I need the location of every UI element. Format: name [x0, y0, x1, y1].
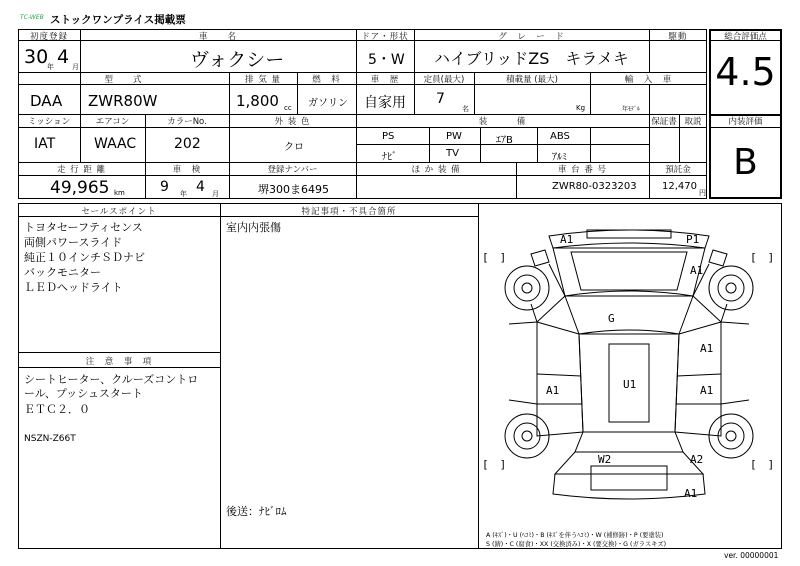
inspection-month-unit: 月: [212, 190, 219, 198]
label-capacity: 定員(最大): [423, 75, 465, 85]
price-unit: 円: [699, 189, 706, 197]
label-inspection: 車 検: [172, 165, 202, 175]
label-door-shape: ドア・形状: [361, 32, 409, 42]
caution-line-3: ＥＴＣ２．０: [24, 403, 90, 416]
exterior-color: クロ: [284, 142, 304, 153]
bracket-front-right: [ ]: [750, 251, 775, 264]
bracket-front-left: [ ]: [482, 251, 507, 264]
plate-number: 堺300ま6495: [258, 183, 329, 196]
caution-line-1: シートヒーター、クルーズコントロ: [24, 373, 199, 386]
history: 自家用: [364, 95, 406, 111]
sales-point-1: トヨタセーフティセンス: [24, 221, 143, 234]
label-aircon: エアコン: [95, 117, 130, 127]
label-manual: 取説: [684, 117, 702, 127]
page-title: ストックワンプライス掲載票: [50, 14, 186, 26]
label-notes: 特記事項・不具合箇所: [301, 207, 397, 217]
label-overall-score: 総合評価点: [724, 32, 767, 42]
import-note: 年ﾓﾃﾞﾙ: [622, 106, 641, 113]
label-mileage: 走 行 距 離: [56, 165, 107, 175]
displacement-unit: cc: [284, 104, 292, 112]
logo: TC-WEB: [20, 14, 44, 21]
label-displacement: 排 気 量: [245, 75, 281, 85]
label-mission: ミッション: [27, 117, 71, 127]
label-fuel: 燃 料: [312, 75, 341, 85]
equip-navi: ﾅﾋﾞ: [382, 152, 397, 163]
label-car-name: 車 名: [198, 32, 237, 42]
chassis-number: ZWR80-0323203: [552, 181, 637, 192]
fuel: ガソリン: [308, 98, 348, 109]
first-reg-month: 4: [57, 46, 70, 68]
color-no: 202: [174, 136, 201, 152]
label-plate: 登録ナンバー: [267, 165, 318, 175]
legend-line-2: S (錆)・C (腐食)・XX (交換済み)・X (要交換)・G (ガラスキズ): [486, 541, 667, 548]
model: DAA: [30, 92, 63, 110]
equip-tv: TV: [446, 148, 459, 159]
damage-bottom-right: A1: [684, 487, 698, 500]
label-sales-points: セールスポイント: [81, 207, 157, 217]
note-rear: 後送：ﾅﾋﾞﾛﾑ: [226, 505, 287, 518]
label-drive: 駆動: [668, 32, 688, 42]
mileage: 49,965: [50, 178, 110, 198]
legend-line-1: A (ｷｽﾞ)・U (ﾍｺﾐ)・B (ｷｽﾞを伴うﾍｺﾐ)・W (補修跡)・P (要塗装): [486, 532, 664, 539]
model-code: ZWR80W: [88, 92, 158, 110]
label-load: 積載量 (最大): [506, 75, 558, 85]
label-interior-score: 内装評価: [728, 117, 763, 127]
version: ver. 00000001: [724, 551, 779, 560]
equip-abs: ABS: [550, 131, 570, 142]
mission: IAT: [34, 136, 56, 152]
damage-center: U1: [623, 378, 637, 391]
equip-pw: PW: [446, 131, 462, 142]
mileage-unit: km: [114, 189, 125, 197]
month-unit: 月: [72, 63, 79, 71]
equip-ps: PS: [382, 131, 395, 142]
label-caution: 注 意 事 項: [85, 357, 153, 367]
inspection-year: 9: [160, 179, 169, 195]
damage-top-left: A1: [560, 233, 574, 246]
capacity: 7: [436, 91, 445, 107]
label-equipment: 装 備: [478, 117, 527, 127]
note-interior: 室内内張傷: [226, 221, 281, 234]
sales-point-4: バックモニター: [24, 266, 101, 279]
car-diagram: [479, 204, 781, 534]
label-history: 車 歴: [370, 75, 400, 85]
label-exterior: 外 装 色: [274, 117, 311, 127]
first-reg-year: 30: [24, 46, 49, 68]
label-model: 型 式: [104, 75, 143, 85]
caution-line-5: NSZN-Z66T: [24, 434, 76, 444]
caution-line-2: ール、プッシュスタート: [24, 387, 143, 400]
bracket-rear-right: [ ]: [750, 458, 775, 471]
aircon: WAAC: [94, 136, 137, 152]
damage-right-door: A1: [700, 384, 714, 397]
year-unit: 年: [47, 63, 54, 71]
label-price: 預託金: [665, 165, 691, 175]
label-chassis: 車 台 番 号: [557, 165, 608, 175]
grade: ハイブリッドZS キラメキ: [434, 49, 629, 68]
inspection-month: 4: [196, 179, 205, 195]
label-grade: グ レ ー ド: [498, 32, 565, 42]
displacement: 1,800: [236, 92, 279, 110]
equip-alumi: ｱﾙﾐ: [552, 152, 567, 163]
capacity-unit: 名: [462, 105, 469, 113]
label-color-no: カラーNo.: [167, 117, 207, 127]
load-unit: Kg: [576, 104, 586, 112]
damage-roof: G: [608, 312, 615, 325]
bracket-rear-left: [ ]: [482, 458, 507, 471]
damage-left-door: A1: [546, 384, 560, 397]
label-other-equipment: ほ か 装 備: [411, 165, 461, 175]
damage-top-right: P1: [686, 233, 700, 246]
deposit-price: 12,470: [662, 181, 697, 192]
damage-right-upper: A1: [700, 342, 714, 355]
inspection-year-unit: 年: [180, 190, 187, 198]
sales-point-3: 純正１０インチＳＤナビ: [24, 251, 145, 264]
label-import: 輸 入 車: [624, 75, 673, 85]
label-first-reg: 初度登録: [29, 32, 68, 42]
damage-front-right: A1: [690, 264, 704, 277]
damage-rear-center: W2: [598, 453, 612, 466]
equip-ac: ｴｱB: [496, 135, 513, 146]
interior-score: B: [733, 142, 758, 183]
overall-score: 4.5: [715, 50, 776, 94]
damage-rear-right: A2: [690, 453, 704, 466]
door-shape: 5・W: [368, 52, 405, 68]
car-name: ヴォクシー: [190, 49, 285, 71]
sales-point-2: 両側パワースライド: [24, 236, 123, 249]
sales-point-5: ＬＥＤヘッドライト: [24, 281, 123, 294]
label-warranty: 保証書: [651, 117, 677, 127]
